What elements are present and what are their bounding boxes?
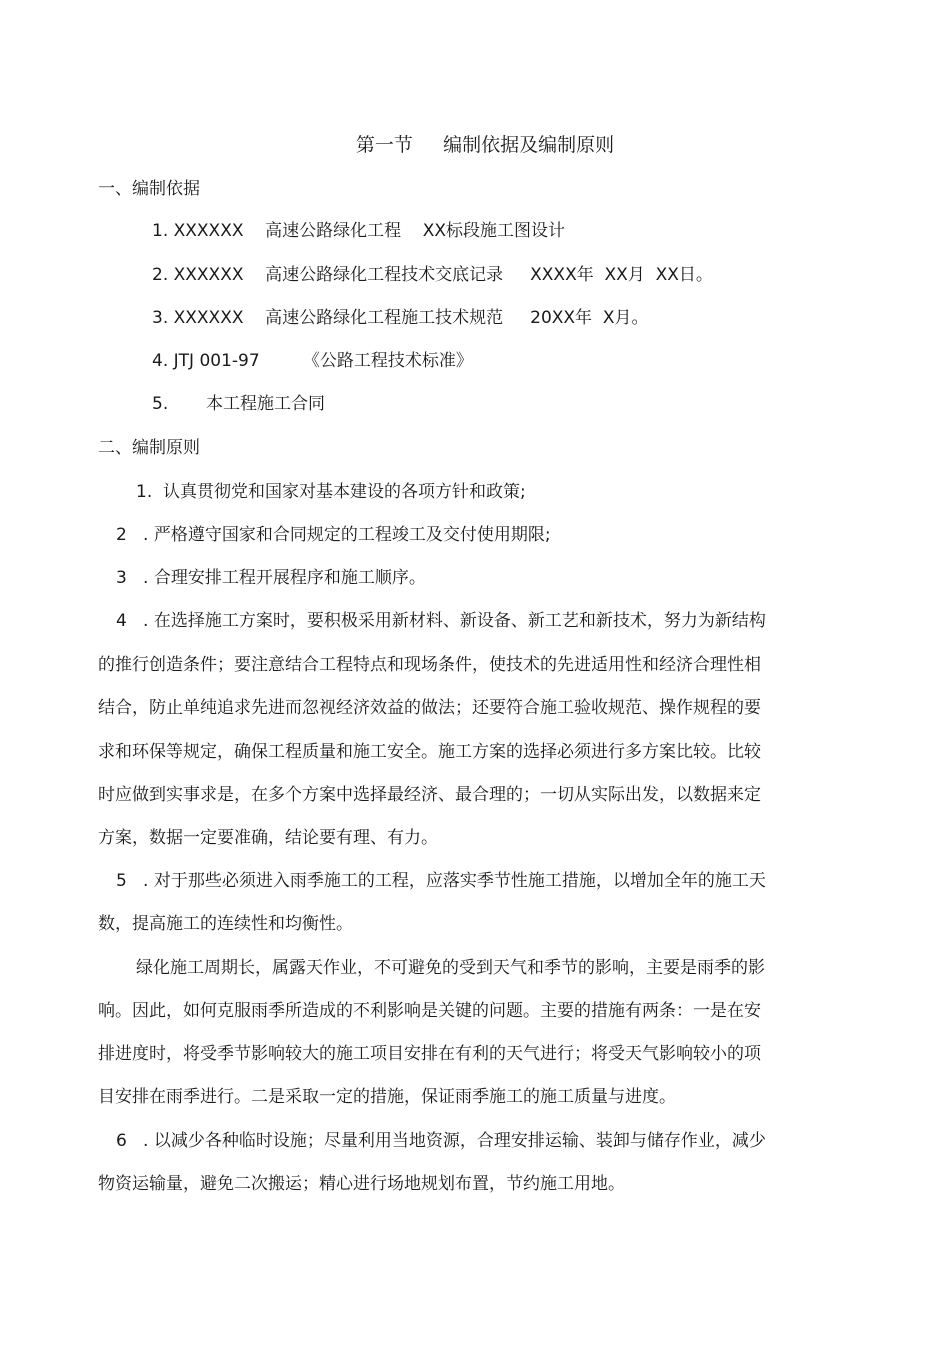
principle-item-4-line: 方案，数据一定要准确，结论要有理、有力。 — [98, 828, 438, 848]
basis-item-2: 2. XXXXXX 高速公路绿化工程技术交底记录 XXXX年 XX月 XX日。 — [152, 265, 713, 285]
principle-item-4-line: 的推行创造条件；要注意结合工程特点和现场条件，使技术的先进适用性和经济合理性相 — [98, 655, 761, 675]
principle-item-4-line: 4 . 在选择施工方案时，要积极采用新材料、新设备、新工艺和新技术，努力为新结构 — [116, 611, 766, 631]
note-line: 绿化施工周期长，属露天作业，不可避免的受到天气和季节的影响，主要是雨季的影 — [136, 958, 765, 978]
note-line: 排进度时，将受季节影响较大的施工项目安排在有利的天气进行；将受天气影响较小的项 — [98, 1044, 761, 1064]
heading-principles: 二、编制原则 — [98, 438, 200, 458]
basis-item-4: 4. JTJ 001-97 《公路工程技术标准》 — [152, 351, 473, 371]
basis-item-1: 1. XXXXXX 高速公路绿化工程 XX标段施工图设计 — [152, 221, 566, 241]
note-line: 目安排在雨季进行。二是采取一定的措施，保证雨季施工的施工质量与进度。 — [98, 1087, 676, 1107]
principle-item-5-line: 5 . 对于那些必须进入雨季施工的工程，应落实季节性施工措施，以增加全年的施工天 — [116, 871, 766, 891]
principle-item-2: 2 . 严格遵守国家和合同规定的工程竣工及交付使用期限; — [116, 525, 551, 545]
principle-item-4-line: 求和环保等规定，确保工程质量和施工安全。施工方案的选择必须进行多方案比较。比较 — [98, 742, 761, 762]
heading-basis: 一、编制依据 — [98, 179, 200, 199]
basis-item-3: 3. XXXXXX 高速公路绿化工程施工技术规范 20XX年 X月。 — [152, 308, 649, 328]
principle-item-4-line: 结合，防止单纯追求先进而忽视经济效益的做法；还要符合施工验收规范、操作规程的要 — [98, 698, 761, 718]
principle-item-6-line: 6 . 以减少各种临时设施；尽量利用当地资源，合理安排运输、装卸与储存作业，减少 — [116, 1131, 766, 1151]
principle-item-1: 1. 认真贯彻党和国家对基本建设的各项方针和政策; — [136, 482, 526, 502]
principle-item-4-line: 时应做到实事求是，在多个方案中选择最经济、最合理的；一切从实际出发，以数据来定 — [98, 785, 761, 805]
principle-item-6-line: 物资运输量，避免二次搬运；精心进行场地规划布置，节约施工用地。 — [98, 1174, 625, 1194]
principle-item-3: 3 . 合理安排工程开展程序和施工顺序。 — [116, 568, 426, 588]
principle-item-5-line: 数，提高施工的连续性和均衡性。 — [98, 914, 353, 934]
note-line: 响。因此，如何克服雨季所造成的不利影响是关键的问题。主要的措施有两条：一是在安 — [98, 1001, 761, 1021]
section-title: 第一节 编制依据及编制原则 — [355, 134, 615, 156]
basis-item-5: 5. 本工程施工合同 — [152, 394, 326, 414]
